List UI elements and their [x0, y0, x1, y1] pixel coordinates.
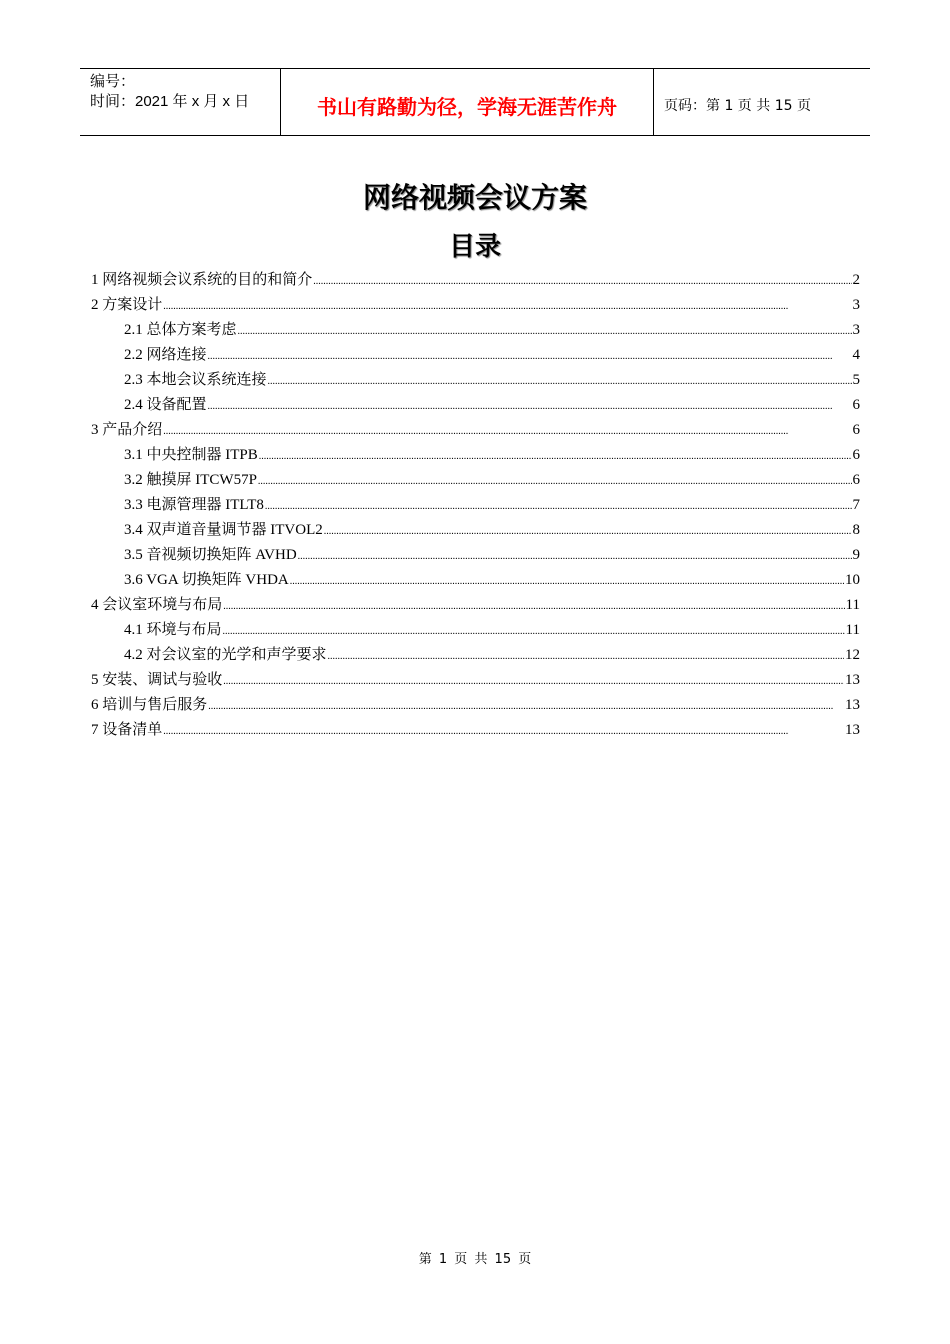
toc-leader-dots — [238, 319, 852, 344]
toc-entry[interactable] — [91, 393, 860, 418]
toc-entry-text: 3.6 VGA 切换矩阵 VHDA — [124, 572, 289, 588]
toc-entry-page: 12 — [845, 647, 860, 663]
toc-entry-text: 2.4 设备配置 — [124, 397, 207, 413]
document-header — [80, 68, 870, 136]
toc-entry-page: 10 — [845, 572, 860, 588]
toc-leader-dots — [208, 394, 852, 419]
document-number-label: 编号： — [90, 73, 136, 90]
toc-leader-dots — [298, 544, 852, 569]
toc-entry-page: 8 — [852, 522, 860, 538]
toc-entry-text: 2.2 网络连接 — [124, 347, 207, 363]
toc-leader-dots — [163, 294, 851, 319]
toc-entry-page: 4 — [852, 347, 860, 363]
toc-entry[interactable] — [91, 418, 860, 443]
toc-entry-text: 3.1 中央控制器 ITPB — [124, 447, 258, 463]
toc-leader-dots — [328, 644, 844, 669]
toc-entry-page: 7 — [852, 497, 860, 513]
toc-entry-page: 6 — [852, 472, 860, 488]
toc-entry-text: 6 培训与售后服务 — [91, 697, 208, 713]
toc-leader-dots — [223, 669, 844, 694]
toc-entry-text: 1 网络视频会议系统的目的和简介 — [91, 272, 313, 288]
page-title: 网络视频会议方案 — [362, 181, 587, 214]
toc-entry[interactable] — [91, 343, 860, 368]
toc-entry-text: 7 设备清单 — [91, 722, 163, 738]
document-time-label: 时间：2021 年 x 月 x 日 — [90, 93, 250, 110]
toc-entry-text: 2 方案设计 — [91, 297, 163, 313]
toc-entry[interactable] — [91, 443, 860, 468]
toc-entry[interactable] — [91, 493, 860, 518]
toc-entry[interactable] — [91, 268, 860, 293]
toc-entry-text: 4.1 环境与布局 — [124, 622, 222, 638]
header-motto: 书山有路勤为径，学海无涯苦作舟 — [281, 69, 654, 135]
toc-entry-page: 11 — [845, 622, 860, 638]
table-of-contents — [91, 268, 860, 743]
toc-leader-dots — [268, 369, 852, 394]
toc-entry-page: 13 — [845, 722, 860, 738]
toc-entry[interactable] — [91, 618, 860, 643]
toc-heading: 目录 — [448, 232, 501, 262]
toc-leader-dots — [223, 619, 845, 644]
toc-entry-page: 9 — [852, 547, 860, 563]
toc-entry-text: 4.2 对会议室的光学和声学要求 — [124, 647, 327, 663]
toc-entry[interactable] — [91, 318, 860, 343]
toc-entry[interactable] — [91, 693, 860, 718]
toc-entry-page: 11 — [845, 597, 860, 613]
toc-entry-page: 13 — [845, 672, 860, 688]
toc-entry[interactable] — [91, 593, 860, 618]
toc-entry[interactable] — [91, 518, 860, 543]
toc-entry-text: 2.1 总体方案考虑 — [124, 322, 237, 338]
toc-entry-page: 6 — [852, 397, 860, 413]
toc-entry[interactable] — [91, 368, 860, 393]
toc-entry-text: 3.4 双声道音量调节器 ITVOL2 — [124, 522, 323, 538]
toc-leader-dots — [313, 269, 851, 294]
toc-entry-page: 13 — [845, 697, 860, 713]
toc-leader-dots — [163, 419, 851, 444]
toc-leader-dots — [259, 444, 852, 469]
toc-entry-text: 3.3 电源管理器 ITLT8 — [124, 497, 264, 513]
header-meta-cell — [80, 69, 281, 135]
toc-entry[interactable] — [91, 543, 860, 568]
toc-leader-dots — [208, 344, 852, 369]
toc-entry-text: 4 会议室环境与布局 — [91, 597, 223, 613]
toc-entry-page: 3 — [852, 322, 860, 338]
toc-entry[interactable] — [91, 718, 860, 743]
toc-leader-dots — [208, 694, 844, 719]
toc-entry-page: 6 — [852, 422, 860, 438]
toc-entry-text: 3.2 触摸屏 ITCW57P — [124, 472, 257, 488]
page-footer: 第 1 页 共 15 页 — [418, 1252, 532, 1267]
toc-entry[interactable] — [91, 568, 860, 593]
toc-entry[interactable] — [91, 668, 860, 693]
toc-leader-dots — [324, 519, 852, 544]
header-page-info: 页码：第 1 页 共 15 页 — [664, 98, 811, 114]
toc-entry-page: 3 — [852, 297, 860, 313]
toc-entry-page: 5 — [852, 372, 860, 388]
toc-entry[interactable] — [91, 293, 860, 318]
toc-entry-page: 6 — [852, 447, 860, 463]
toc-leader-dots — [290, 569, 844, 594]
toc-leader-dots — [223, 594, 844, 619]
toc-entry-text: 3 产品介绍 — [91, 422, 163, 438]
toc-entry[interactable] — [91, 468, 860, 493]
toc-entry-text: 3.5 音视频切换矩阵 AVHD — [124, 547, 297, 563]
toc-entry-text: 2.3 本地会议系统连接 — [124, 372, 267, 388]
toc-leader-dots — [163, 719, 844, 744]
toc-entry-text: 5 安装、调试与验收 — [91, 672, 223, 688]
toc-leader-dots — [258, 469, 852, 494]
toc-entry[interactable] — [91, 643, 860, 668]
toc-leader-dots — [265, 494, 852, 519]
toc-entry-page: 2 — [852, 272, 860, 288]
